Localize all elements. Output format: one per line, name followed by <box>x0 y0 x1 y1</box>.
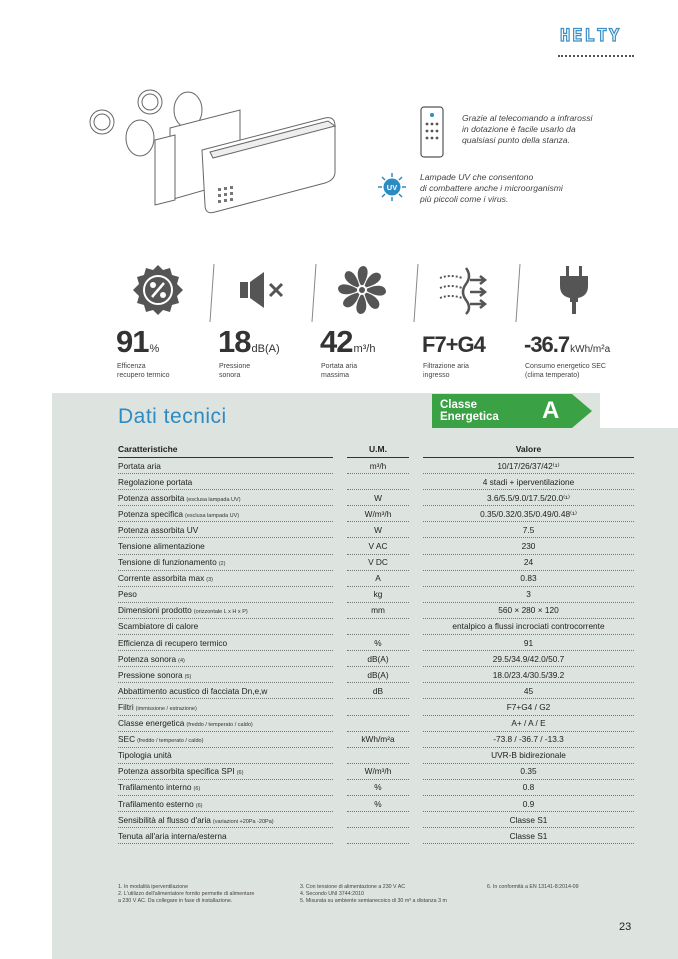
energy-class-value: A <box>542 397 560 424</box>
efficiency-percent-icon <box>130 262 186 318</box>
spec-unit: % <box>347 796 409 812</box>
panel-corner-cut <box>600 393 678 428</box>
energy-class-label: Classe Energetica <box>440 399 499 423</box>
stat-separator <box>208 264 216 322</box>
stat-energy-label: Consumo energetico SEC (clima temperato) <box>525 363 606 379</box>
table-row <box>118 764 634 780</box>
spec-value: 24 <box>423 555 634 571</box>
table-row <box>118 506 634 522</box>
spec-unit: m³/h <box>347 458 409 474</box>
energy-class-badge <box>432 394 592 428</box>
stat-airflow <box>314 262 414 382</box>
spec-value: Classe S1 <box>423 828 634 844</box>
stat-sound-value: 18dB(A) <box>218 324 280 359</box>
spec-name: Peso <box>118 587 333 603</box>
stat-efficiency-label: Efficenza recupero termico <box>117 363 170 379</box>
spec-unit: % <box>347 780 409 796</box>
table-header-row <box>118 443 634 458</box>
feature-uv-text: Lampade UV che consentono di combattere anche i microorganismi più piccoli come i virus. <box>420 172 563 204</box>
spec-name: Scambiatore di calore <box>118 619 333 635</box>
spec-unit <box>347 699 409 715</box>
section-title: Dati tecnici <box>118 405 227 428</box>
stat-efficiency-value: 91% <box>116 324 160 359</box>
stat-separator <box>310 264 318 322</box>
spec-unit <box>347 828 409 844</box>
header-unit: U.M. <box>347 443 409 458</box>
spec-value: F7+G4 / G2 <box>423 699 634 715</box>
spec-unit: kWh/m²a <box>347 732 409 748</box>
spec-unit: kg <box>347 587 409 603</box>
table-row <box>118 667 634 683</box>
stat-filter-value: F7+G4 <box>422 332 485 357</box>
stats-row <box>110 262 635 382</box>
table-row <box>118 603 634 619</box>
spec-value: 560 × 280 × 120 <box>423 603 634 619</box>
table-row <box>118 796 634 812</box>
table-row <box>118 458 634 474</box>
table-row <box>118 490 634 506</box>
spec-value: 10/17/26/37/42⁽¹⁾ <box>423 458 634 474</box>
table-row <box>118 699 634 715</box>
footnotes-col-1: 1. In modalità iperventilazione 2. L'utilizzo dell'alimentatore fornito permette di alimentare a 230 V AC. Da collegare in fase di installazione. <box>118 884 255 904</box>
stat-filter-label: Filtrazione aria ingresso <box>423 363 469 379</box>
table-row <box>118 635 634 651</box>
stat-efficiency <box>110 262 210 382</box>
spec-value: 0.35 <box>423 764 634 780</box>
spec-name: SEC (freddo / temperato / caldo) <box>118 732 333 748</box>
table-row <box>118 474 634 490</box>
spec-value: 0.35/0.32/0.35/0.49/0.48⁽¹⁾ <box>423 506 634 522</box>
stat-energy-consumption <box>518 262 636 382</box>
footnotes-col-2: 3. Con tensione di alimentazione a 230 V AC 4. Secondo UNI 3744:2010 5. Misurata su ambiente semianecoico di 30 m³ a distanza 3 m <box>300 884 447 904</box>
feature-remote <box>462 113 678 146</box>
spec-value: UVR-B bidirezionale <box>423 748 634 764</box>
spec-unit: dB <box>347 683 409 699</box>
helty-logo: HELTY <box>560 26 622 46</box>
spec-value: 29.5/34.9/42.0/50.7 <box>423 651 634 667</box>
uv-badge-text: UV <box>386 183 398 192</box>
spec-name: Regolazione portata <box>118 474 333 490</box>
table-row <box>118 828 634 844</box>
spec-unit: V DC <box>347 555 409 571</box>
air-filter-icon <box>436 262 492 318</box>
remote-control-icon <box>419 106 445 158</box>
spec-value: Classe S1 <box>423 812 634 828</box>
spec-unit: mm <box>347 603 409 619</box>
product-illustration <box>80 80 350 240</box>
spec-unit: dB(A) <box>347 667 409 683</box>
spec-name: Tenuta all'aria interna/esterna <box>118 828 333 844</box>
table-row <box>118 780 634 796</box>
spec-name: Trafilamento esterno (6) <box>118 796 333 812</box>
spec-name: Pressione sonora (5) <box>118 667 333 683</box>
stat-filter <box>416 262 516 382</box>
table-row <box>118 571 634 587</box>
spec-value: 18.0/23.4/30.5/39.2 <box>423 667 634 683</box>
spec-value: entalpico a flussi incrociati controcorrente <box>423 619 634 635</box>
spec-value: 3 <box>423 587 634 603</box>
spec-unit <box>347 619 409 635</box>
technical-specs-table <box>118 443 634 844</box>
table-row <box>118 619 634 635</box>
spec-unit: W <box>347 522 409 538</box>
spec-unit: W/m³/h <box>347 506 409 522</box>
spec-name: Corrente assorbita max (3) <box>118 571 333 587</box>
feature-uv <box>420 172 640 205</box>
spec-value: 91 <box>423 635 634 651</box>
spec-value: 230 <box>423 538 634 554</box>
spec-name: Potenza assorbita UV <box>118 522 333 538</box>
spec-name: Sensibilità al flusso d'aria (variazioni +20Pa -20Pa) <box>118 812 333 828</box>
stat-separator <box>412 264 420 322</box>
spec-name: Tipologia unità <box>118 748 333 764</box>
spec-name: Tensione di funzionamento (2) <box>118 555 333 571</box>
spec-name: Filtri (immissione / estrazione) <box>118 699 333 715</box>
spec-value: 0.8 <box>423 780 634 796</box>
speaker-mute-icon <box>232 262 288 318</box>
header-value: Valore <box>423 443 634 458</box>
spec-value: A+ / A / E <box>423 716 634 732</box>
spec-value: 7.5 <box>423 522 634 538</box>
table-row <box>118 812 634 828</box>
spec-unit <box>347 716 409 732</box>
fan-icon <box>334 262 390 318</box>
spec-unit: A <box>347 571 409 587</box>
uv-lamp-icon <box>377 172 407 202</box>
power-plug-icon <box>546 262 602 318</box>
footnotes-col-3: 6. In conformità a EN 13141-8:2014-09 <box>487 884 579 890</box>
spec-value: 3.6/5.5/9.0/17.5/20.0⁽¹⁾ <box>423 490 634 506</box>
spec-unit <box>347 748 409 764</box>
spec-name: Abbattimento acustico di facciata Dn,e,w <box>118 683 333 699</box>
table-row <box>118 538 634 554</box>
header-characteristics: Caratteristiche <box>118 443 333 458</box>
table-row <box>118 732 634 748</box>
spec-unit: W/m³/h <box>347 764 409 780</box>
spec-unit <box>347 474 409 490</box>
stat-sound-label: Pressione sonora <box>219 363 251 379</box>
spec-name: Potenza sonora (4) <box>118 651 333 667</box>
page-number: 23 <box>619 921 632 933</box>
stat-separator <box>514 264 522 322</box>
spec-value: 4 stadi + iperventilazione <box>423 474 634 490</box>
spec-name: Potenza specifica (esclusa lampada UV) <box>118 506 333 522</box>
stat-energy-value: -36.7kWh/m²a <box>524 332 611 357</box>
spec-unit: dB(A) <box>347 651 409 667</box>
feature-remote-text: Grazie al telecomando a infrarossi in dotazione è facile usarlo da qualsiasi punto della stanza. <box>462 113 593 145</box>
spec-name: Dimensioni prodotto (orizzontale L x H x P) <box>118 603 333 619</box>
logo-underline-dots <box>558 55 634 58</box>
spec-name: Tensione alimentazione <box>118 538 333 554</box>
spec-unit: W <box>347 490 409 506</box>
table-row <box>118 555 634 571</box>
table-row <box>118 683 634 699</box>
table-row <box>118 716 634 732</box>
spec-name: Potenza assorbita (esclusa lampada UV) <box>118 490 333 506</box>
stat-airflow-label: Portata aria massima <box>321 363 358 379</box>
spec-value: -73.8 / -36.7 / -13.3 <box>423 732 634 748</box>
spec-value: 0.83 <box>423 571 634 587</box>
spec-value: 0.9 <box>423 796 634 812</box>
spec-name: Efficienza di recupero termico <box>118 635 333 651</box>
spec-unit <box>347 812 409 828</box>
spec-name: Classe energetica (freddo / temperato / caldo) <box>118 716 333 732</box>
table-row <box>118 651 634 667</box>
table-row <box>118 587 634 603</box>
spec-name: Potenza assorbita specifica SPI (6) <box>118 764 333 780</box>
spec-unit: % <box>347 635 409 651</box>
table-row <box>118 748 634 764</box>
stat-sound <box>212 262 312 382</box>
spec-name: Portata aria <box>118 458 333 474</box>
spec-unit: V AC <box>347 538 409 554</box>
spec-name: Trafilamento interno (6) <box>118 780 333 796</box>
spec-value: 45 <box>423 683 634 699</box>
stat-airflow-value: 42m³/h <box>320 324 376 359</box>
table-row <box>118 522 634 538</box>
